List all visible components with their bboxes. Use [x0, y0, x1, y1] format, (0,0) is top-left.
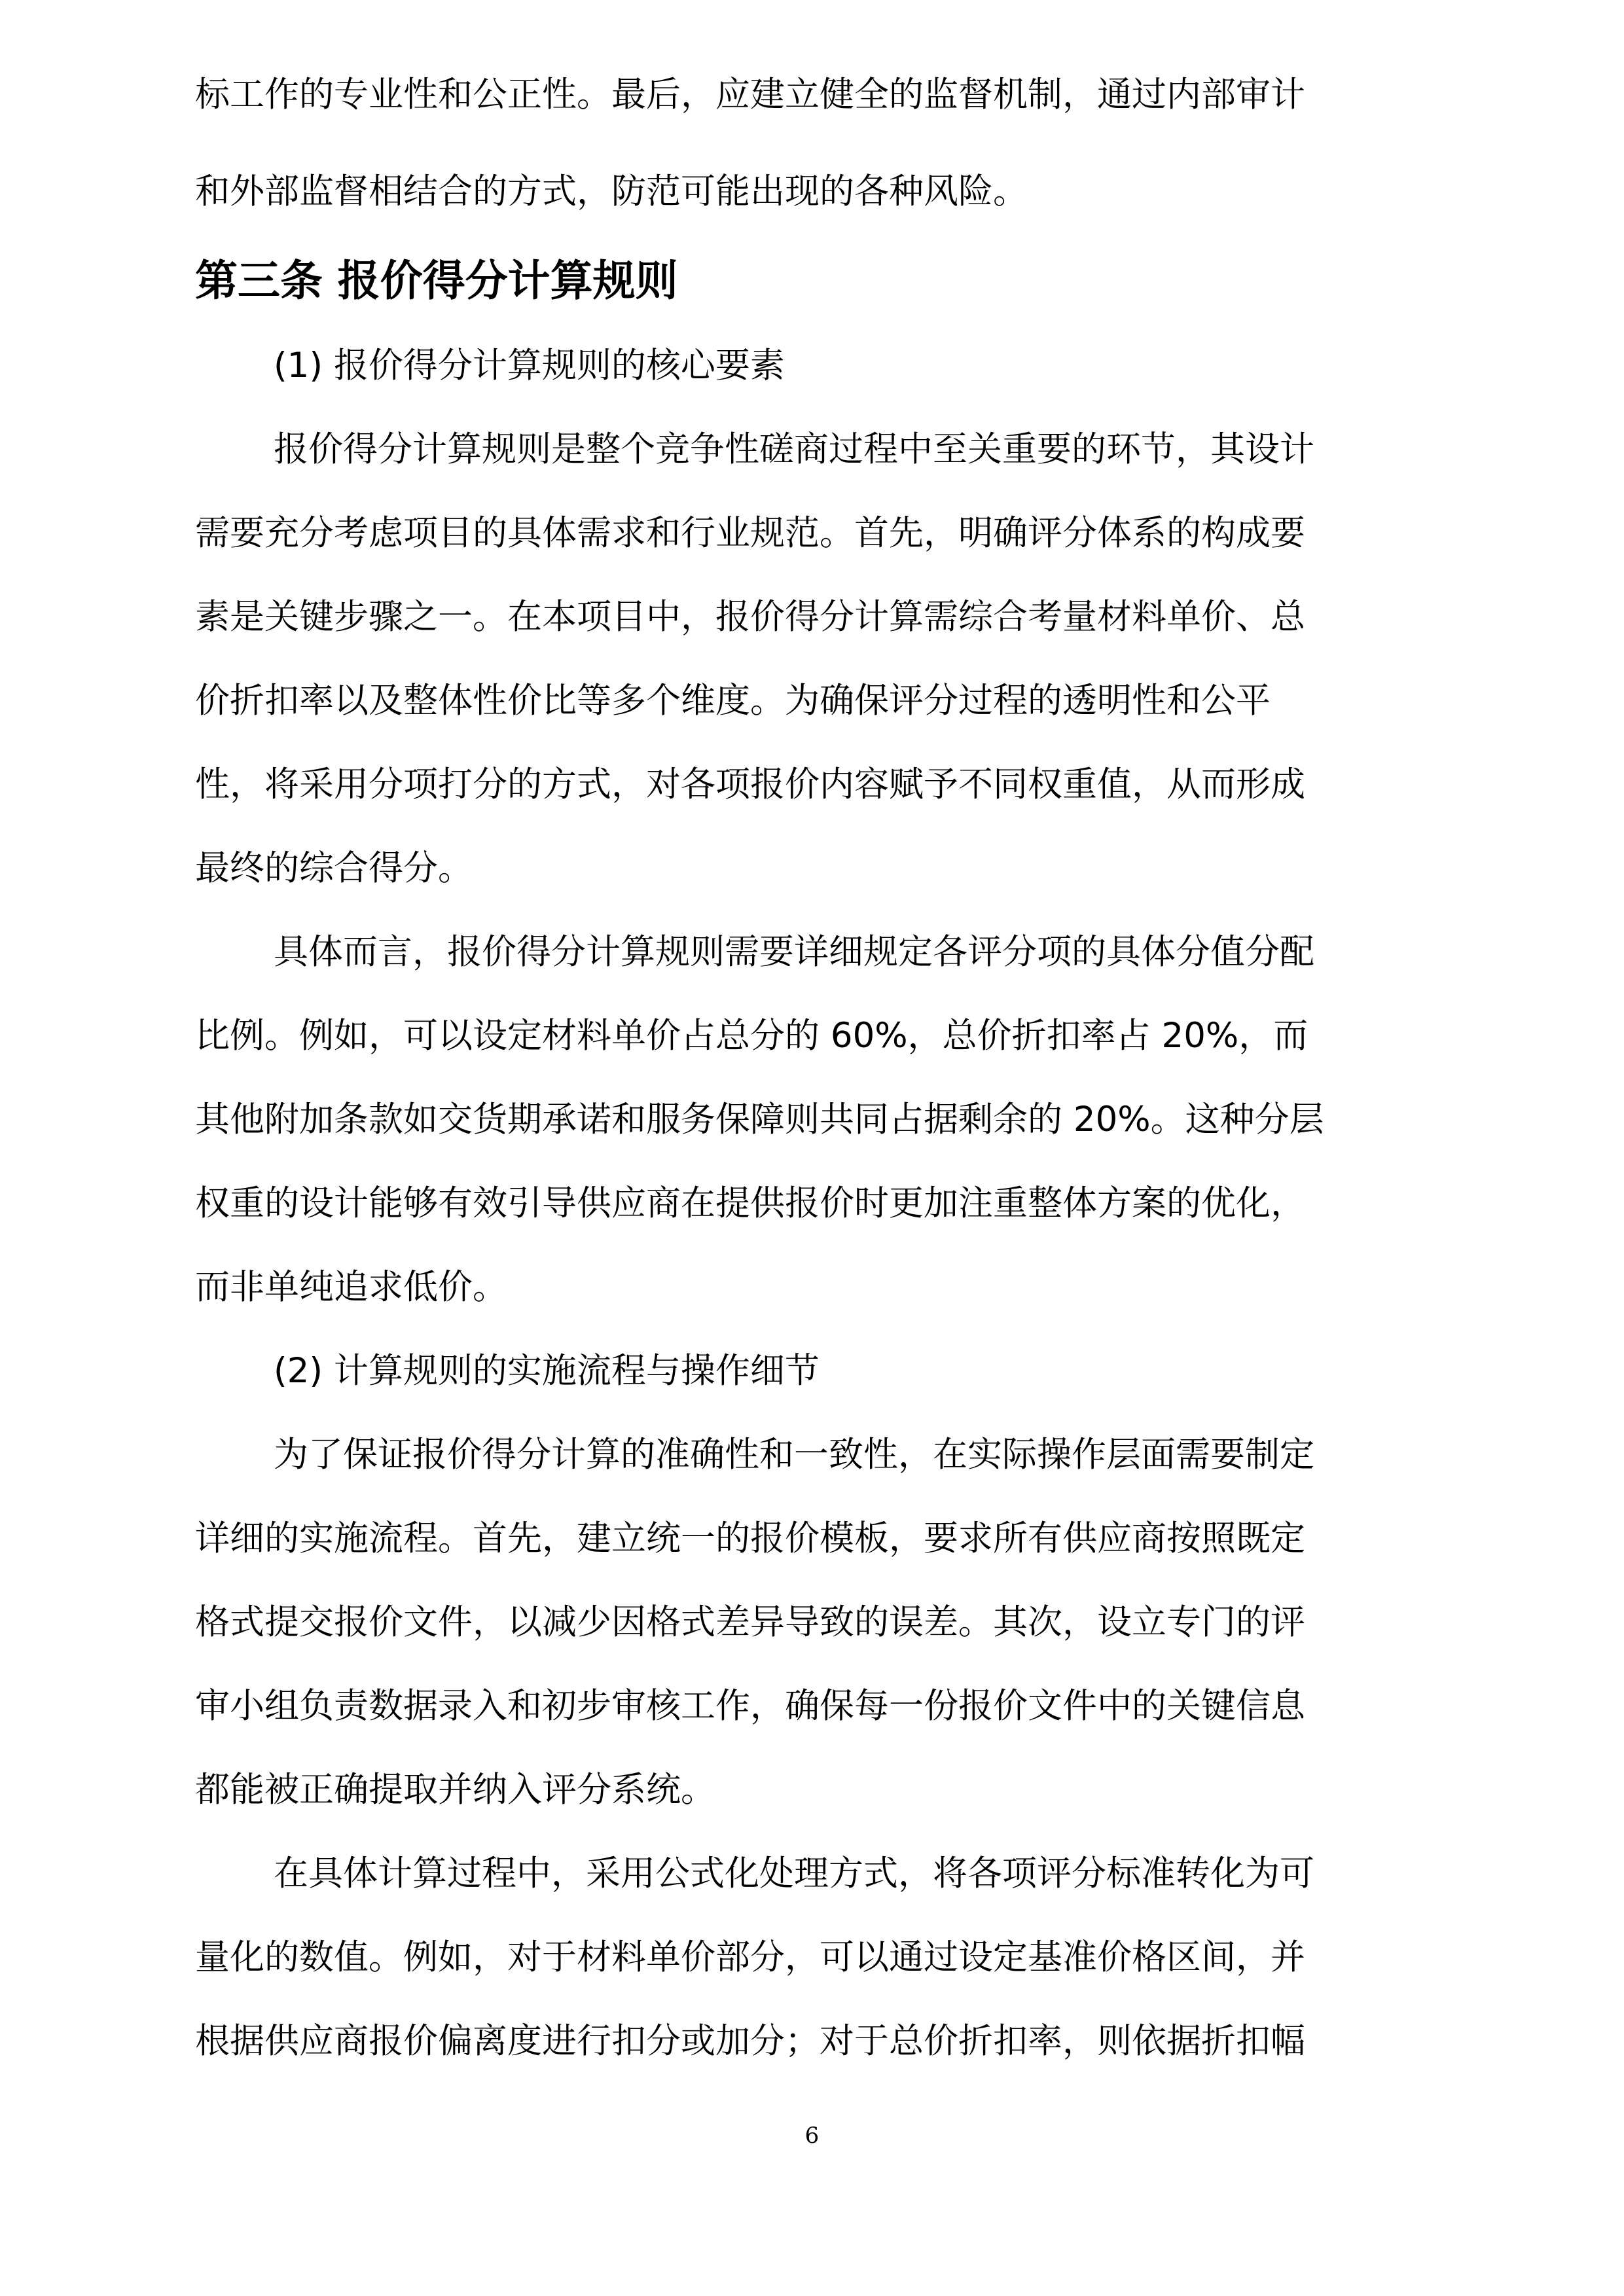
section1-para1-line-1: 报价得分计算规则是整个竞争性磋商过程中至关重要的环节，其设计 [274, 429, 1314, 469]
section2-heading: (2) 计算规则的实施流程与操作细节 [274, 1351, 820, 1391]
section1-para1-line-6: 最终的综合得分。 [195, 848, 473, 888]
section2-para1-line-2: 详细的实施流程。首先，建立统一的报价模板，要求所有供应商按照既定 [195, 1518, 1305, 1558]
section1-para2-line-1: 具体而言，报价得分计算规则需要详细规定各评分项的具体分值分配 [274, 932, 1314, 972]
section1-para1-line-4: 价折扣率以及整体性价比等多个维度。为确保评分过程的透明性和公平 [195, 681, 1271, 721]
section2-para1-line-5: 都能被正确提取并纳入评分系统。 [195, 1770, 715, 1810]
section1-para2-line-2: 比例。例如，可以设定材料单价占总分的 60%，总价折扣率占 20%，而 [195, 1016, 1308, 1056]
section2-para1-line-1: 为了保证报价得分计算的准确性和一致性，在实际操作层面需要制定 [274, 1435, 1314, 1475]
section1-para1-line-3: 素是关键步骤之一。在本项目中，报价得分计算需综合考量材料单价、总 [195, 597, 1305, 637]
section1-para1-line-2: 需要充分考虑项目的具体需求和行业规范。首先，明确评分体系的构成要 [195, 513, 1305, 553]
continuation-line-2: 和外部监督相结合的方式，防范可能出现的各种风险。 [195, 171, 1028, 211]
section1-para1-line-5: 性，将采用分项打分的方式，对各项报价内容赋予不同权重值，从而形成 [195, 764, 1305, 804]
section1-heading: (1) 报价得分计算规则的核心要素 [274, 346, 785, 386]
section2-para2-line-1: 在具体计算过程中，采用公式化处理方式，将各项评分标准转化为可 [274, 1854, 1314, 1893]
section1-para2-line-4: 权重的设计能够有效引导供应商在提供报价时更加注重整体方案的优化， [195, 1183, 1305, 1223]
article-title: 第三条 报价得分计算规则 [195, 257, 678, 306]
page-number: 6 [804, 2123, 820, 2149]
section1-para2-line-5: 而非单纯追求低价。 [195, 1267, 507, 1307]
section2-para1-line-4: 审小组负责数据录入和初步审核工作，确保每一份报价文件中的关键信息 [195, 1686, 1305, 1726]
section2-para2-line-3: 根据供应商报价偏离度进行扣分或加分；对于总价折扣率，则依据折扣幅 [195, 2021, 1305, 2061]
section2-para2-line-2: 量化的数值。例如，对于材料单价部分，可以通过设定基准价格区间，并 [195, 1937, 1305, 1977]
section1-para2-line-3: 其他附加条款如交货期承诺和服务保障则共同占据剩余的 20%。这种分层 [195, 1100, 1324, 1139]
section2-para1-line-3: 格式提交报价文件，以减少因格式差异导致的误差。其次，设立专门的评 [195, 1602, 1305, 1642]
continuation-line-1: 标工作的专业性和公正性。最后，应建立健全的监督机制，通过内部审计 [195, 75, 1305, 115]
